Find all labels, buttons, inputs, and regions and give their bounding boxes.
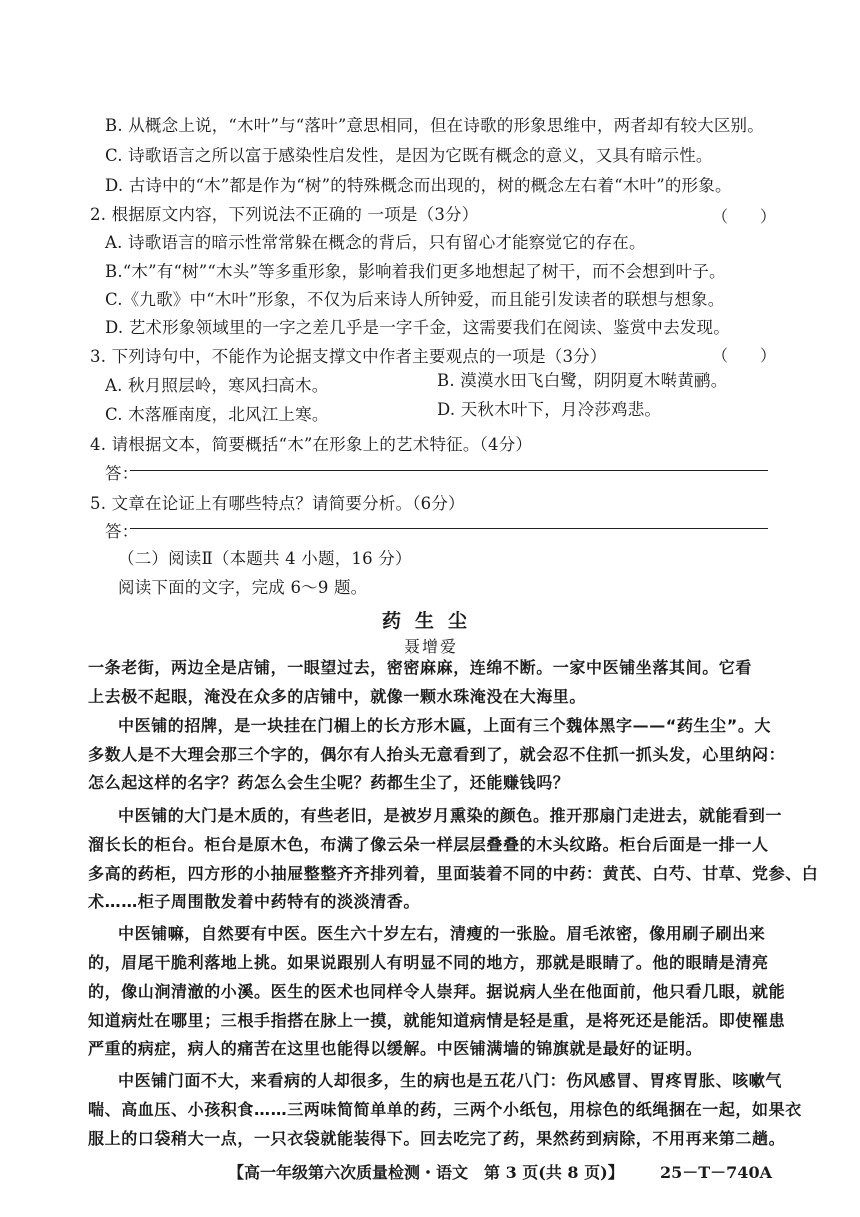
q4-answer-line[interactable] <box>130 470 768 471</box>
story-line: 中医铺嘛，自然要有中医。医生六十岁左右，清瘦的一张脸。眉毛浓密，像用刷子刷出来 <box>118 924 766 943</box>
story-line: 喘、高血压、小孩积食……三两味简简单单的药，三两个小纸包，用棕色的纸绳捆在一起，如果衣 <box>88 1100 802 1119</box>
q5-answer-line[interactable] <box>130 528 768 529</box>
q1-option-d: D. 古诗中的“木”都是作为“树”的特殊概念而出现的，树的概念左右着“木叶”的形象。 <box>105 176 732 195</box>
story-line: 术……柜子周围散发着中药特有的淡淡清香。 <box>88 892 421 911</box>
story-author: 聂增爱 <box>404 637 459 656</box>
story-line: 服上的口袋稍大一点，一只衣袋就能装得下。回去吃完了药，果然药到病除，不用再来第二趟。 <box>88 1129 786 1148</box>
story-line: 怎么起这样的名字？药怎么会生尘呢？药都生尘了，还能赚钱吗？ <box>88 773 570 792</box>
story-line: 的，眉尾干脆利落地上挑。如果说跟别人有明显不同的地方，那就是眼睛了。他的眼睛是清亮 <box>88 953 769 972</box>
q4-answer-label: 答： <box>105 464 139 483</box>
story-line: 中医铺的招牌，是一块挂在门楣上的长方形木匾，上面有三个魏体黑字——“药生尘”。大 <box>118 716 772 735</box>
q3-option-b: B. 漠漠水田飞白鹭，阴阴夏木啭黄鹂。 <box>437 371 728 390</box>
page-footer: 【高一年级第六次质量检测・语文 第 3 页(共 8 页)】 <box>228 1163 624 1182</box>
story-line: 多数人是不大理会那三个字的，偶尔有人抬头无意看到了，就会忍不住抓一抓头发，心里纳闷： <box>88 745 786 764</box>
story-line: 的，像山涧清澈的小溪。医生的医术也同样令人崇拜。据说病人坐在他面前，他只看几眼，就能 <box>88 982 786 1001</box>
q2-option-d: D. 艺术形象领域里的一字之差几乎是一字千金，这需要我们在阅读、鉴赏中去发现。 <box>105 318 730 337</box>
q3-option-c: C. 木落雁南度，北风江上寒。 <box>105 405 329 424</box>
q2-option-a: A. 诗歌语言的暗示性常常躲在概念的背后，只有留心才能察觉它的存在。 <box>105 233 646 252</box>
q3-option-d: D. 天秋木叶下，月冷莎鸡悲。 <box>437 400 662 419</box>
q2-answer-paren: （ ） <box>712 207 777 226</box>
story-line: 多高的药柜，四方形的小抽屉整整齐齐排列着，里面装着不同的中药：黄芪、白芍、甘草、党参、白 <box>88 864 819 883</box>
story-title: 药生尘 <box>382 610 482 632</box>
q1-option-b: B. 从概念上说，“木叶”与“落叶”意思相同，但在诗歌的形象思维中，两者却有较大区别。 <box>105 116 764 135</box>
story-line: 严重的病症，病人的痛苦在这里也能得以缓解。中医铺满墙的锦旗就是最好的证明。 <box>88 1039 703 1058</box>
q3-option-a: A. 秋月照层岭，寒风扫高木。 <box>105 376 329 395</box>
q3-answer-paren: （ ） <box>712 346 777 365</box>
q2-option-c: C.《九歌》中“木叶”形象，不仅为后来诗人所钟爱，而且能引发读者的联想与想象。 <box>105 290 725 309</box>
section-heading: （二）阅读Ⅱ（本题共 4 小题，16 分） <box>118 549 412 568</box>
q3-stem: 3. 下列诗句中，不能作为论据支撑文中作者主要观点的一项是（3分） <box>90 347 607 366</box>
q1-option-c: C. 诗歌语言之所以富于感染性启发性，是因为它既有概念的意义，又具有暗示性。 <box>105 146 713 165</box>
story-line: 一条老街，两边全是店铺，一眼望过去，密密麻麻，连绵不断。一家中医铺坐落其间。它看 <box>88 658 753 677</box>
q4-stem: 4. 请根据文本，简要概括“木”在形象上的艺术特征。（4分） <box>90 435 533 454</box>
section-instruction: 阅读下面的文字，完成 6～9 题。 <box>118 578 368 597</box>
story-line: 知道病灶在哪里；三根手指搭在脉上一摸，就能知道病情是轻是重，是将死还是能活。即使罹患 <box>88 1011 786 1030</box>
q2-stem: 2. 根据原文内容，下列说法不正确的 一项是（3分） <box>90 205 479 224</box>
exam-code: 25－T－740A <box>660 1163 772 1182</box>
story-line: 上去极不起眼，淹没在众多的店铺中，就像一颗水珠淹没在大海里。 <box>88 687 587 706</box>
q5-stem: 5. 文章在论证上有哪些特点？请简要分析。（6分） <box>90 494 465 513</box>
story-line: 溜长长的柜台。柜台是原木色，布满了像云朵一样层层叠叠的木头纹路。柜台后面是一排一人 <box>88 835 769 854</box>
story-line: 中医铺门面不大，来看病的人却很多，生的病也是五花八门：伤风感冒、胃疼胃胀、咳嗽气 <box>118 1071 783 1090</box>
q5-answer-label: 答： <box>105 522 139 541</box>
story-line: 中医铺的大门是木质的，有些老旧，是被岁月熏染的颜色。推开那扇门走进去，就能看到一 <box>118 806 783 825</box>
q2-option-b: B.“木”有“树”“木头”等多重形象，影响着我们更多地想起了树干，而不会想到叶子。 <box>105 262 726 281</box>
